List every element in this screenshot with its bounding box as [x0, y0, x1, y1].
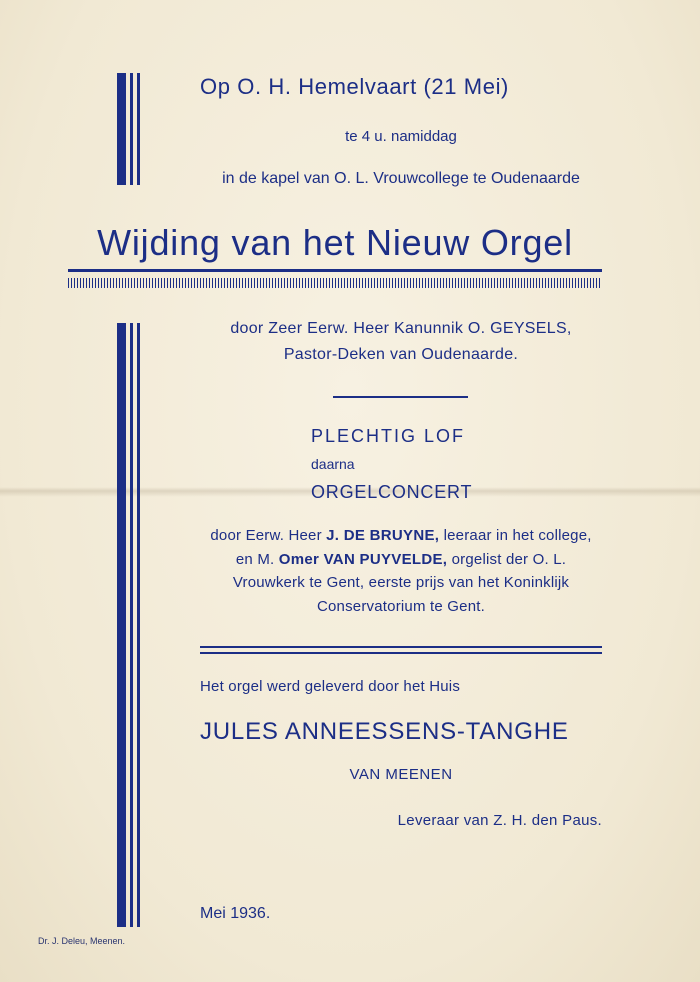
top-vertical-bars — [117, 73, 140, 185]
consecrated-by-line: door Zeer Eerw. Heer Kanunnik O. GEYSELS, — [230, 320, 572, 337]
vertical-bar — [130, 73, 133, 185]
program-connector: daarna — [311, 456, 355, 472]
performers-text: door Eerw. Heer — [210, 527, 327, 544]
consecrated-by-title: Pastor-Deken van Oudenaarde. — [283, 346, 519, 363]
main-vertical-bars — [117, 323, 140, 927]
printer-credit: Dr. J. Deleu, Meenen. — [38, 936, 126, 946]
vertical-bar — [130, 323, 133, 927]
performer-name: Omer VAN PUYVELDE, — [278, 550, 448, 568]
vertical-bar — [117, 323, 126, 927]
program-concert: ORGELCONCERT — [311, 482, 473, 502]
page-title: Wijding van het Nieuw Orgel — [97, 222, 573, 263]
performers-text: orgelist der O. L. Vrouwkerk te Gent, eerste prijs van het Koninklijk Conservatorium te Gent. — [232, 550, 570, 615]
performers-paragraph — [200, 524, 602, 618]
title-underline — [68, 269, 602, 272]
section-divider — [200, 652, 602, 654]
performer-name: J. DE BRUYNE, — [326, 527, 440, 544]
builder-place: VAN MEENEN — [349, 766, 453, 783]
builder-supplier: Leveraar van Z. H. den Paus. — [397, 812, 602, 829]
program-lof: PLECHTIG LOF — [311, 426, 466, 446]
vertical-bar — [117, 73, 126, 185]
section-divider — [200, 646, 602, 648]
location-line: in de kapel van O. L. Vrouwcollege te Oudenaarde — [222, 170, 580, 187]
performers-text: leeraar in het college, en M. — [235, 527, 592, 568]
short-divider — [333, 396, 468, 398]
vertical-bar — [137, 323, 140, 927]
occasion-line: Op O. H. Hemelvaart (21 Mei) — [200, 74, 509, 99]
date: Mei 1936. — [200, 905, 271, 922]
time-line: te 4 u. namiddag — [345, 128, 457, 145]
vertical-bar — [137, 73, 140, 185]
builder-name: JULES ANNEESSENS-TANGHE — [200, 718, 569, 745]
builder-intro: Het orgel werd geleverd door het Huis — [200, 678, 461, 695]
title-hatched-rule — [68, 278, 602, 288]
